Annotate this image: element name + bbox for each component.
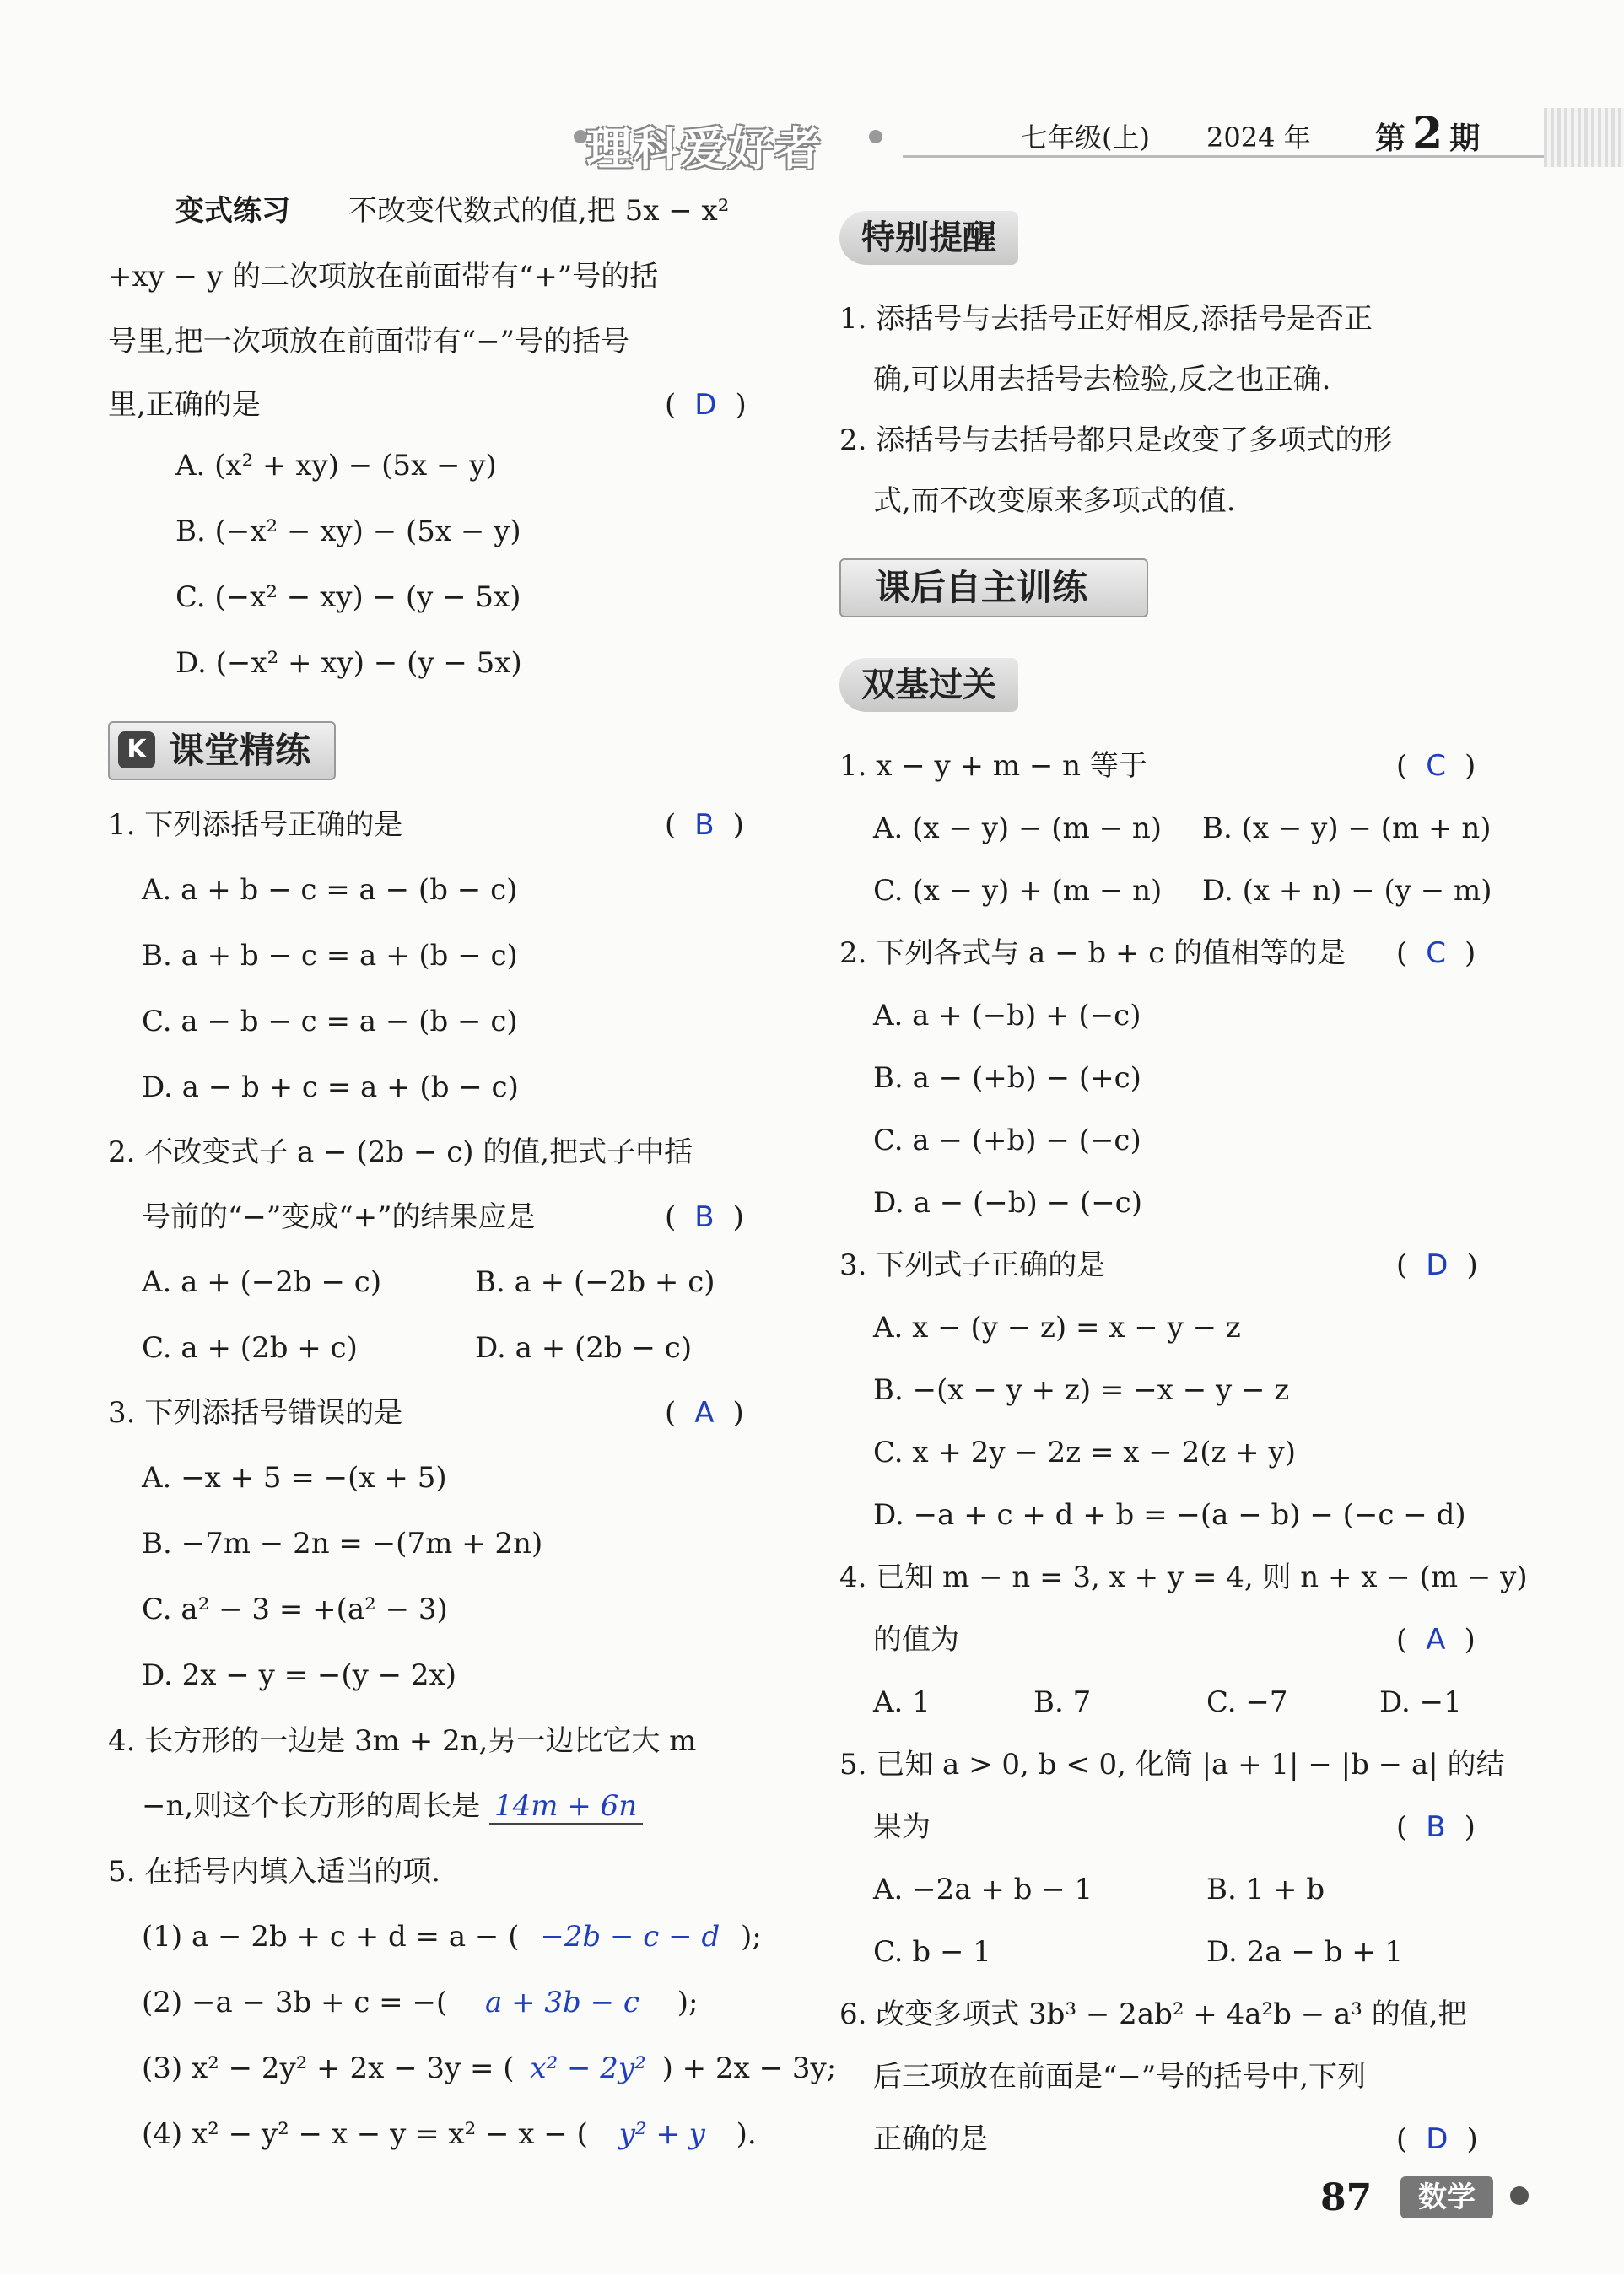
left-q3-answer: ( A ) xyxy=(665,1396,744,1430)
right-q2-option-b: B. a − (+b) − (+c) xyxy=(873,1061,1141,1095)
left-q3-option-c: C. a² − 3 = +(a² − 3) xyxy=(142,1593,448,1626)
variant-line-4: 里,正确的是 xyxy=(108,388,261,422)
left-q1-option-d: D. a − b + c = a + (b − c) xyxy=(142,1070,519,1104)
right-q3-option-a: A. x − (y − z) = x − y − z xyxy=(873,1311,1241,1345)
right-q3-answer-value: D xyxy=(1426,1248,1449,1282)
right-q4-stem-1: 4. 已知 m − n = 3, x + y = 4, 则 n + x − (m − y) xyxy=(839,1561,1528,1594)
variant-option-d: D. (−x² + xy) − (y − 5x) xyxy=(175,646,522,680)
right-q1-stem: 1. x − y + m − n 等于 xyxy=(839,749,1147,783)
left-q5-item-1-fill: −2b − c − d xyxy=(540,1920,720,1954)
right-q5-answer: ( B ) xyxy=(1396,1810,1476,1844)
left-q2-option-d: D. a + (2b − c) xyxy=(475,1331,693,1365)
variant-option-b: B. (−x² − xy) − (5x − y) xyxy=(175,515,521,548)
left-q4-stem-1: 4. 长方形的一边是 3m + 2n,另一边比它大 m xyxy=(108,1724,697,1758)
left-q3-option-a: A. −x + 5 = −(x + 5) xyxy=(142,1461,447,1495)
right-q1-option-c: C. (x − y) + (m − n) xyxy=(873,874,1163,908)
left-q5-stem: 5. 在括号内填入适当的项. xyxy=(108,1855,441,1889)
tip-line-2: 确,可以用去括号去检验,反之也正确. xyxy=(873,363,1331,396)
tip-line-3: 2. 添括号与去括号都只是改变了多项式的形 xyxy=(839,423,1393,457)
left-q5-item-2-post: ); xyxy=(677,1986,699,2019)
left-q2-option-b: B. a + (−2b + c) xyxy=(475,1265,715,1299)
right-q1-option-b: B. (x − y) − (m + n) xyxy=(1202,811,1492,845)
issue-label xyxy=(1375,108,1480,159)
k-badge-icon: K xyxy=(118,731,155,768)
left-q5-item-4-pre: (4) x² − y² − x − y = x² − x − ( xyxy=(142,2117,588,2151)
right-q4-answer: ( A ) xyxy=(1396,1623,1476,1657)
header-corner-decoration xyxy=(1544,108,1624,167)
left-q5-item-3-fill: x² − 2y² xyxy=(530,2051,646,2085)
variant-line-2: +xy − y 的二次项放在前面带有“+”号的括 xyxy=(108,260,659,294)
left-q2-option-c: C. a + (2b + c) xyxy=(142,1331,358,1365)
right-q4-stem-2: 的值为 xyxy=(873,1623,959,1657)
right-q2-option-a: A. a + (−b) + (−c) xyxy=(873,999,1141,1032)
left-q5-item-3-pre: (3) x² − 2y² + 2x − 3y = ( xyxy=(142,2051,515,2085)
right-q2-answer-value: C xyxy=(1426,936,1447,970)
left-q5-item-4 xyxy=(142,2117,757,2151)
left-q5-item-3-post: ) + 2x − 3y; xyxy=(661,2051,837,2085)
left-q4-stem-2-text: −n,则这个长方形的周长是 xyxy=(142,1789,481,1823)
left-q1-option-a: A. a + b − c = a − (b − c) xyxy=(142,873,518,907)
subject-tag: 数学 xyxy=(1400,2176,1493,2218)
left-q5-item-1 xyxy=(142,1920,762,1954)
right-q5-stem-1: 5. 已知 a > 0, b < 0, 化简 |a + 1| − |b − a| 的结 xyxy=(839,1748,1505,1782)
right-q6-stem-2: 后三项放在前面是“−”号的括号中,下列 xyxy=(873,2060,1367,2094)
tip-line-1: 1. 添括号与去括号正好相反,添括号是否正 xyxy=(839,302,1373,336)
variant-answer: ( D ) xyxy=(665,388,747,422)
left-q1-answer: ( B ) xyxy=(665,808,744,842)
left-q5-item-1-post: ); xyxy=(741,1920,762,1954)
left-q1-option-b: B. a + b − c = a + (b − c) xyxy=(142,939,518,973)
left-q2-option-a: A. a + (−2b − c) xyxy=(142,1265,382,1299)
right-q5-answer-value: B xyxy=(1426,1810,1446,1844)
variant-line-3: 号里,把一次项放在前面带有“−”号的括号 xyxy=(108,325,630,359)
right-q4-answer-value: A xyxy=(1426,1623,1446,1657)
tip-line-4: 式,而不改变原来多项式的值. xyxy=(873,484,1236,518)
right-q6-stem-1: 6. 改变多项式 3b³ − 2ab² + 4a²b − a³ 的值,把 xyxy=(839,1997,1467,2031)
left-q5-item-1-pre: (1) a − 2b + c + d = a − ( xyxy=(142,1920,520,1954)
left-q1-answer-value: B xyxy=(694,808,715,842)
issue-number: 2 xyxy=(1412,108,1443,159)
left-q3-option-b: B. −7m − 2n = −(7m + 2n) xyxy=(142,1527,543,1561)
right-q3-option-d: D. −a + c + d + b = −(a − b) − (−c − d) xyxy=(873,1498,1466,1532)
variant-option-a: A. (x² + xy) − (5x − y) xyxy=(175,449,497,482)
page-header xyxy=(0,108,1624,175)
right-q6-stem-3: 正确的是 xyxy=(873,2122,988,2156)
right-q5-option-d: D. 2a − b + 1 xyxy=(1206,1935,1404,1969)
left-q1-option-c: C. a − b − c = a − (b − c) xyxy=(142,1005,518,1038)
right-q5-option-b: B. 1 + b xyxy=(1206,1873,1325,1906)
variant-option-c: C. (−x² − xy) − (y − 5x) xyxy=(175,580,521,614)
left-q5-item-3 xyxy=(142,2051,836,2085)
left-q5-item-4-fill: y² + y xyxy=(618,2117,705,2151)
variant-label: 变式练习 xyxy=(175,194,290,228)
right-q1-option-a: A. (x − y) − (m − n) xyxy=(873,811,1163,845)
right-q5-stem-2: 果为 xyxy=(873,1810,931,1844)
brand-right-dot-icon xyxy=(869,130,882,143)
right-q2-option-d: D. a − (−b) − (−c) xyxy=(873,1186,1142,1220)
issue-suffix: 期 xyxy=(1449,121,1481,156)
year-label: 2024 年 xyxy=(1206,121,1311,154)
footer-dot-icon xyxy=(1510,2186,1529,2205)
right-q6-answer-value: D xyxy=(1426,2122,1449,2156)
right-q1-answer-value: C xyxy=(1426,749,1447,783)
section-classroom-title: 课堂精练 xyxy=(169,730,311,771)
left-q2-stem-2: 号前的“−”变成“+”的结果应是 xyxy=(142,1200,536,1234)
variant-line-1: 不改变代数式的值,把 5x − x² xyxy=(348,194,730,228)
right-q2-option-c: C. a − (+b) − (−c) xyxy=(873,1124,1141,1157)
left-q3-stem: 3. 下列添括号错误的是 xyxy=(108,1396,403,1430)
grade-label: 七年级(上) xyxy=(1021,121,1150,154)
left-q2-answer: ( B ) xyxy=(665,1200,744,1234)
left-q5-item-2 xyxy=(142,1986,699,2019)
right-q3-option-c: C. x + 2y − 2z = x − 2(z + y) xyxy=(873,1436,1296,1469)
left-q2-stem-1: 2. 不改变式子 a − (2b − c) 的值,把式子中括 xyxy=(108,1135,693,1169)
left-q4-stem-2 xyxy=(142,1789,643,1825)
left-q2-answer-value: B xyxy=(694,1200,715,1234)
basic-skills-banner: 双基过关 xyxy=(839,658,1018,712)
brand-left-dot-icon xyxy=(574,130,587,143)
right-q3-answer: ( D ) xyxy=(1396,1248,1478,1282)
right-q4-option-b: B. 7 xyxy=(1033,1685,1092,1719)
right-q3-option-b: B. −(x − y + z) = −x − y − z xyxy=(873,1373,1290,1407)
left-q3-answer-value: A xyxy=(694,1396,715,1430)
right-q5-option-a: A. −2a + b − 1 xyxy=(873,1873,1093,1906)
left-q3-option-d: D. 2x − y = −(y − 2x) xyxy=(142,1658,457,1692)
brand-logo: 理科爱好者 xyxy=(586,122,823,175)
right-q1-option-d: D. (x + n) − (y − m) xyxy=(1202,874,1492,908)
special-tip-banner: 特别提醒 xyxy=(839,211,1018,265)
page-number: 87 xyxy=(1320,2176,1373,2219)
right-q2-answer: ( C ) xyxy=(1396,936,1476,970)
right-q1-answer: ( C ) xyxy=(1396,749,1476,783)
right-q6-answer: ( D ) xyxy=(1396,2122,1478,2156)
right-q4-option-d: D. −1 xyxy=(1379,1685,1462,1719)
left-q4-fill-answer: 14m + 6n xyxy=(489,1789,643,1825)
left-q1-stem: 1. 下列添括号正确的是 xyxy=(108,808,403,842)
variant-answer-value: D xyxy=(694,388,717,422)
left-q5-item-4-post: ). xyxy=(736,2117,757,2151)
left-q5-item-2-pre: (2) −a − 3b + c = −( xyxy=(142,1986,448,2019)
right-q4-option-c: C. −7 xyxy=(1206,1685,1288,1719)
right-q4-option-a: A. 1 xyxy=(873,1685,931,1719)
right-q5-option-c: C. b − 1 xyxy=(873,1935,991,1969)
right-q2-stem: 2. 下列各式与 a − b + c 的值相等的是 xyxy=(839,936,1346,970)
section-classroom-practice xyxy=(108,721,336,780)
issue-prefix: 第 xyxy=(1375,121,1406,156)
after-class-training-banner: 课后自主训练 xyxy=(839,558,1148,617)
left-q5-item-2-fill: a + 3b − c xyxy=(485,1986,639,2019)
right-q3-stem: 3. 下列式子正确的是 xyxy=(839,1248,1106,1282)
